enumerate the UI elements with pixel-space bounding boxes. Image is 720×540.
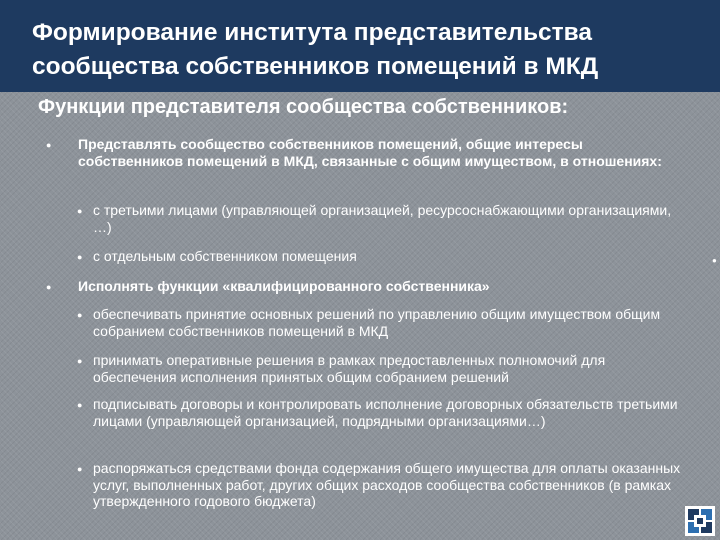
list-item: Исполнять функции «квалифицированного собственника» [78, 278, 490, 294]
bullet-icon: ● [77, 400, 83, 410]
list-item: обеспечивать принятие основных решений по управлению общим имуществом общим собранием собственников помещений в МКД [93, 306, 661, 339]
bullet-icon: ● [77, 310, 83, 320]
edge-marker: ● [712, 256, 717, 265]
list-item: принимать оперативные решения в рамках предоставленных полномочий для обеспечения исполнения принятых общим собранием решений [93, 352, 606, 385]
bullet-icon: ● [46, 282, 52, 292]
bullet-icon: ● [77, 252, 83, 262]
bullet-icon: ● [77, 206, 83, 216]
list-item: распоряжаться средствами фонда содержания общего имущества для оплаты оказанных услуг, выполненных работ, других общих расходов сообщества собственников (в рамках утвержденного годового бюджета) [93, 460, 681, 509]
list-item: с отдельным собственником помещения [93, 248, 357, 264]
logo-icon [685, 506, 715, 536]
title-bar [0, 0, 720, 92]
section-heading: Функции представителя сообщества собственников: [38, 96, 569, 118]
slide-title: Формирование института представительства сообщества собственников помещений в МКД [32, 19, 599, 80]
list-item: подписывать договоры и контролировать исполнение договорных обязательств третьими лицами (управляющей организацией, подрядными организациями…) [93, 396, 678, 429]
bullet-icon: ● [46, 140, 52, 150]
list-item: Представлять сообщество собственников помещений, общие интересы собственников помещений в МКД, связанные с общим имуществом, в отношениях: [78, 136, 662, 169]
bullet-icon: ● [77, 464, 83, 474]
list-item: с третьими лицами (управляющей организацией, ресурсоснабжающими организациями, …) [93, 202, 672, 235]
bullet-icon: ● [77, 356, 83, 366]
